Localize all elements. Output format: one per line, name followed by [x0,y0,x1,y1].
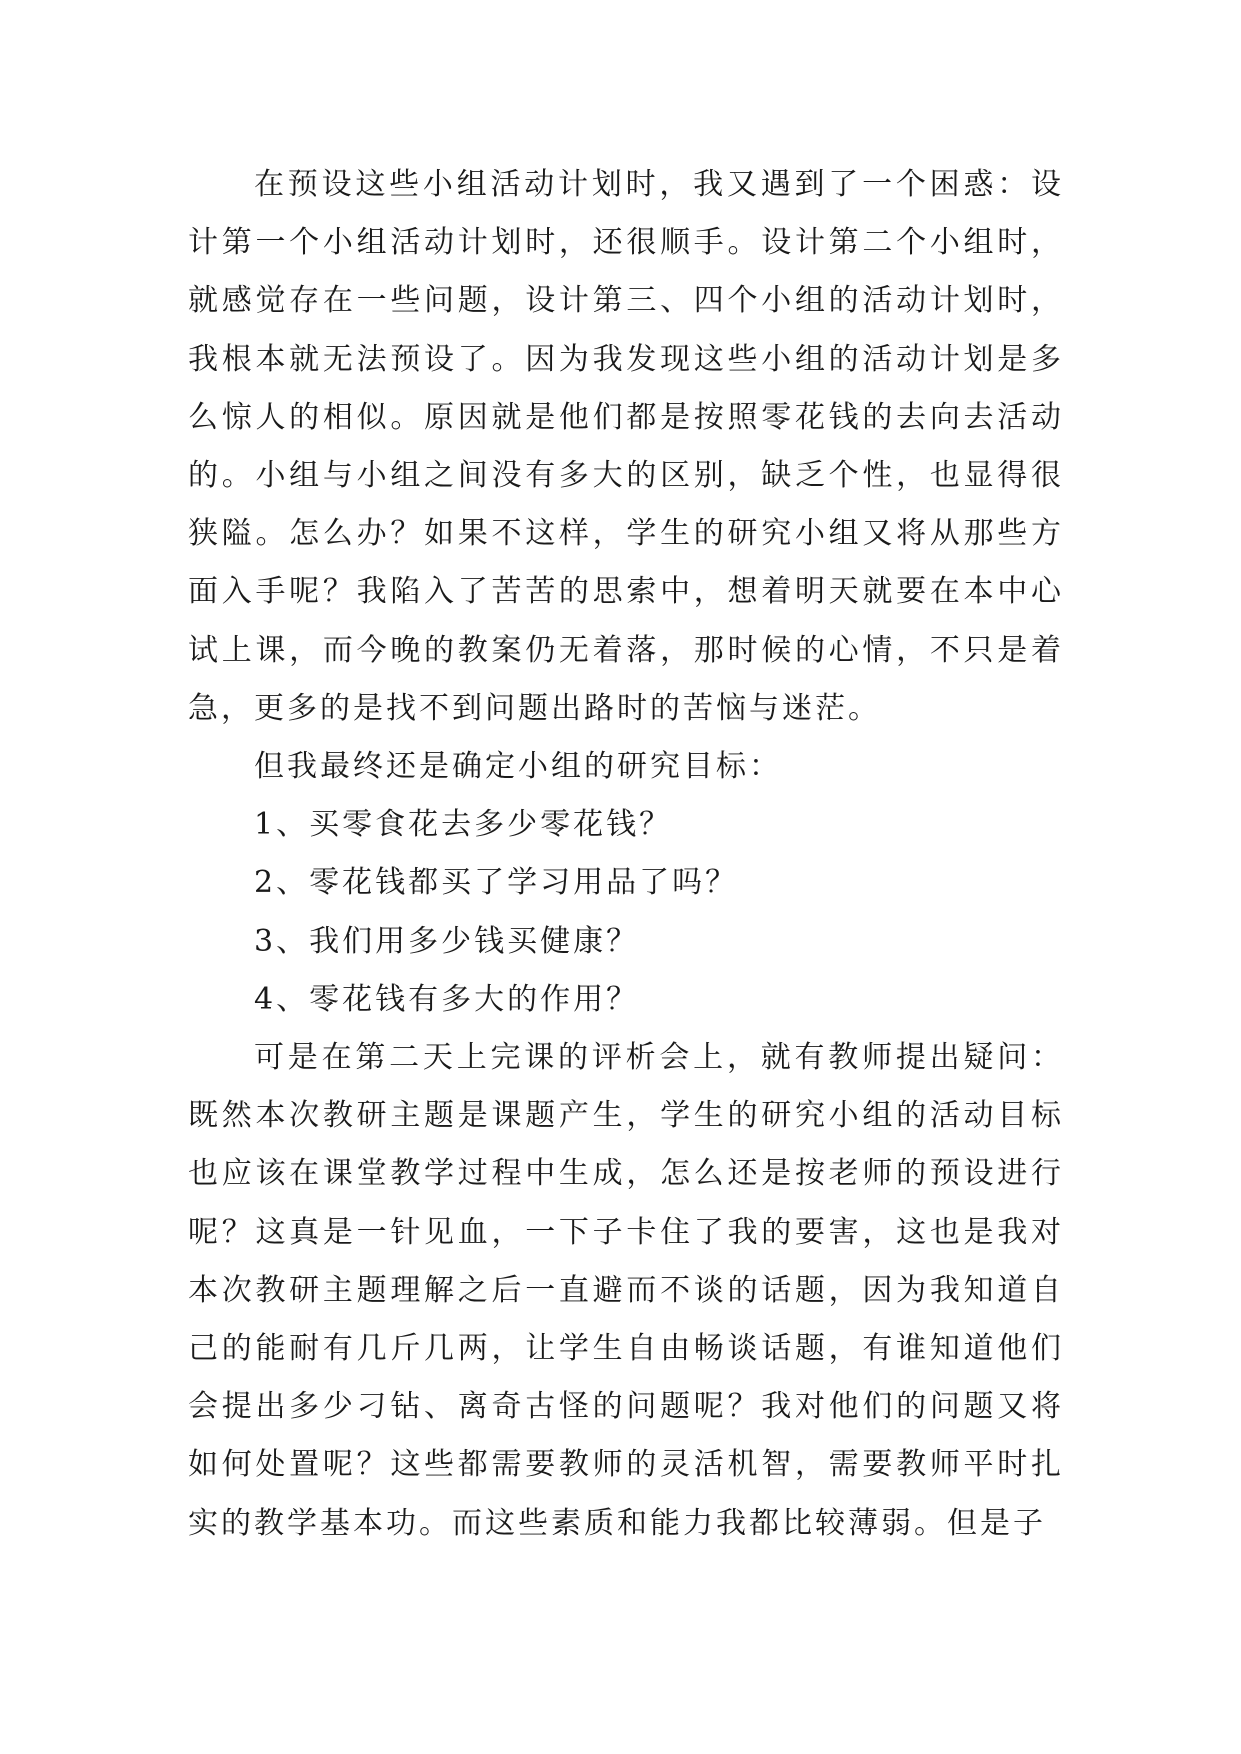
paragraph-review-meeting: 可是在第二天上完课的评析会上，就有教师提出疑问：既然本次教研主题是课题产生，学生的研究小组的活动目标也应该在课堂教学过程中生成，怎么还是按老师的预设进行呢？这真是一针见血，一下子卡住了我的要害，这也是我对本次教研主题理解之后一直避而不谈的话题，因为我知道自己的能耐有几斤几两，让学生自由畅谈话题，有谁知道他们会提出多少刁钻、离奇古怪的问题呢？我对他们的问题又将如何处置呢？这些都需要教师的灵活机智，需要教师平时扎实的教学基本功。而这些素质和能力我都比较薄弱。但是子 [188,1040,1064,1541]
document-body [188,156,1064,1553]
paragraph-goals-heading: 但我最终还是确定小组的研究目标： [254,749,782,785]
paragraph-intro: 在预设这些小组活动计划时，我又遇到了一个困惑：设计第一个小组活动计划时，还很顺手。设计第二个小组时，就感觉存在一些问题，设计第三、四个小组的活动计划时，我根本就无法预设了。因为我发现这些小组的活动计划是多么惊人的相似。原因就是他们都是按照零花钱的去向去活动的。小组与小组之间没有多大的区别，缺乏个性，也显得很狭隘。怎么办？如果不这样，学生的研究小组又将从那些方面入手呢？我陷入了苦苦的思索中，想着明天就要在本中心试上课，而今晚的教案仍无着落，那时候的心情，不只是着急，更多的是找不到问题出路时的苦恼与迷茫。 [188,167,1064,726]
list-item-goal-2: 2、零花钱都买了学习用品了吗？ [254,865,739,901]
list-item-goal-4: 4、零花钱有多大的作用？ [254,981,640,1017]
list-item-goal-3: 3、我们用多少钱买健康？ [254,923,640,959]
list-item-goal-1: 1、买零食花去多少零花钱？ [254,807,673,843]
